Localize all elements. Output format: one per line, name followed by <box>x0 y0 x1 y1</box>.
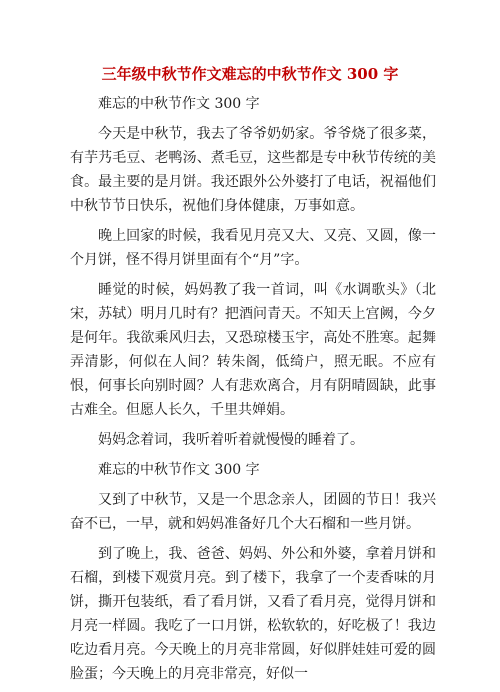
paragraph: 到了晚上，我、爸爸、妈妈、外公和外婆，拿着月饼和石榴，到楼下观赏月亮。到了楼下，我拿了一个麦香味的月饼，撕开包装纸，看了看月饼，又看了看月亮，觉得月饼和月亮一样圆。我吃了一口月饼，松软软的，好吃极了！我边吃边看月亮。今天晚上的月亮非常圆，好似胖娃娃可爱的圆脸蛋；今天晚上的月亮非常亮，好似一 <box>70 546 436 682</box>
paragraph-subtitle-1: 难忘的中秋节作文 300 字 <box>98 96 260 112</box>
document-title: 三年级中秋节作文难忘的中秋节作文 300 字 <box>101 65 399 83</box>
paragraph-subtitle-2: 难忘的中秋节作文 300 字 <box>98 462 260 478</box>
paragraph: 又到了中秋节，又是一个思念亲人，团圆的节日！我兴奋不已，一早，就和妈妈准备好几个大石榴和一些月饼。 <box>70 492 436 532</box>
paragraph: 晚上回家的时候，我看见月亮又大、又亮、又圆，像一个月饼，怪不得月饼里面有个“月”字。 <box>70 228 436 268</box>
paragraph: 今天是中秋节，我去了爷爷奶奶家。爷爷烧了很多菜，有芋艿毛豆、老鸭汤、煮毛豆，这些都是专中秋节传统的美食。最主要的是月饼。我还跟外公外婆打了电话，祝福他们中秋节节日快乐，祝他们身体健康，万事如意。 <box>70 126 436 214</box>
paragraph: 妈妈念着词，我听着听着就慢慢的睡着了。 <box>98 432 364 448</box>
paragraph: 睡觉的时候，妈妈教了我一首词，叫《水调歌头》（北宋，苏轼）明月几时有？把酒问青天。不知天上宫阙，今夕是何年。我欲乘风归去，又恐琼楼玉宇，高处不胜寒。起舞弄清影，何似在人间？转朱阁，低绮户，照无眠。不应有恨，何事长向别时圆？人有悲欢离合，月有阴晴圆缺，此事古难全。但愿人长久，千里共婵娟。 <box>70 282 436 418</box>
document-body <box>70 92 436 692</box>
